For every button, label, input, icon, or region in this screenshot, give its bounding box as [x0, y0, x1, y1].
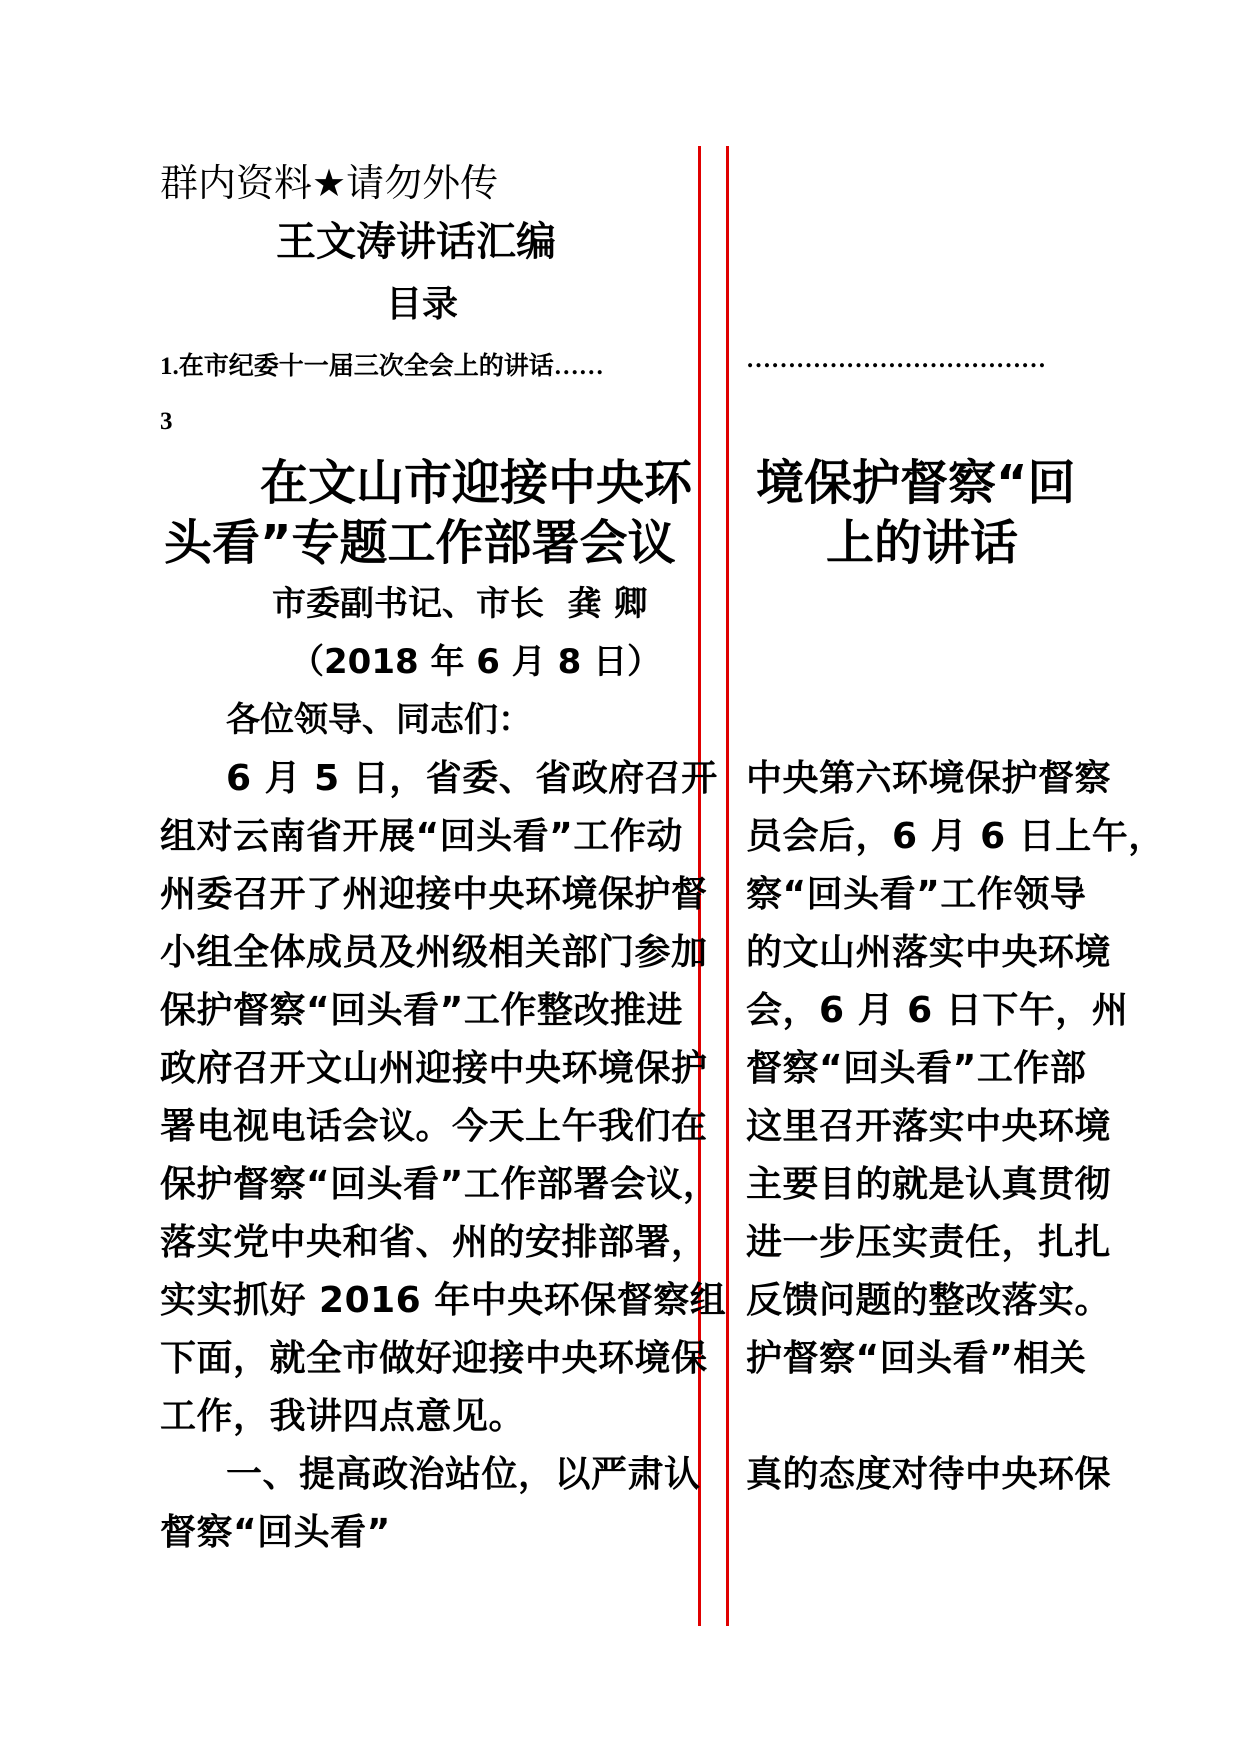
body-left-line: 小组全体成员及州级相关部门参加	[160, 932, 708, 973]
body-left-line: 政府召开文山州迎接中央环境保护	[160, 1048, 708, 1089]
body-right-line: 进一步压实责任，扎扎	[746, 1222, 1112, 1263]
speech-title-right-2: 上的讲话	[826, 515, 1019, 571]
toc-item-1[interactable]: 1.在市纪委十一届三次全会上的讲话……	[160, 353, 604, 380]
body-right-line: 主要目的就是认真贯彻	[746, 1164, 1112, 1205]
body-left-line: 保护督察“回头看”工作整改推进	[160, 990, 683, 1031]
speech-date: （2018 年 6 月 8 日）	[290, 642, 662, 682]
toc-item-1-page: 3	[160, 408, 173, 435]
body-left-line: 工作，我讲四点意见。	[160, 1396, 526, 1437]
body-left-line: 保护督察“回头看”工作部署会议，	[160, 1164, 720, 1205]
salutation: 各位领导、同志们：	[226, 700, 532, 740]
toc-heading: 目录	[386, 284, 459, 325]
body-left-line: 实实抓好 2016 年中央环保督察组	[160, 1280, 727, 1321]
watermark-text: 群内资料★请勿外传	[160, 161, 499, 205]
body-right-line: 员会后，6 月 6 日上午，	[746, 816, 1165, 857]
compilation-title: 王文涛讲话汇编	[276, 219, 556, 265]
speech-title-left-2: 头看”专题工作部署会议	[164, 515, 676, 571]
body-left-line: 州委召开了州迎接中央环境保护督	[160, 874, 708, 915]
speech-title-right-1: 境保护督察“回	[756, 455, 1076, 511]
divider-line-right	[726, 146, 729, 1626]
speech-title-left-1: 在文山市迎接中央环	[260, 455, 693, 511]
body-right-line: 这里召开落实中央环境	[746, 1106, 1112, 1147]
body-left-line: 督察“回头看”	[160, 1512, 391, 1553]
body-left-line: 落实党中央和省、州的安排部署，	[160, 1222, 708, 1263]
body-right-line: 督察“回头看”工作部	[746, 1048, 1087, 1089]
body-right-line: 察“回头看”工作领导	[746, 874, 1087, 915]
toc-item-1-dots: ………………………………	[746, 346, 1046, 373]
body-right-line: 真的态度对待中央环保	[746, 1454, 1112, 1495]
body-right-line: 反馈问题的整改落实。	[746, 1280, 1112, 1321]
body-right-line: 会，6 月 6 日下午，州	[746, 990, 1129, 1031]
body-left-line: 署电视电话会议。今天上午我们在	[160, 1106, 708, 1147]
body-right-line: 中央第六环境保护督察	[746, 758, 1112, 799]
body-left-line: 6 月 5 日，省委、省政府召开	[226, 758, 718, 799]
body-right-line: 护督察“回头看”相关	[746, 1338, 1087, 1379]
body-right-line: 的文山州落实中央环境	[746, 932, 1112, 973]
body-left-line: 组对云南省开展“回头看”工作动	[160, 816, 683, 857]
speaker: 市委副书记、市长 龚 卿	[272, 584, 648, 624]
section-heading-1: 一、提高政治站位，以严肃认	[226, 1454, 701, 1495]
body-left-line: 下面，就全市做好迎接中央环境保	[160, 1338, 708, 1379]
